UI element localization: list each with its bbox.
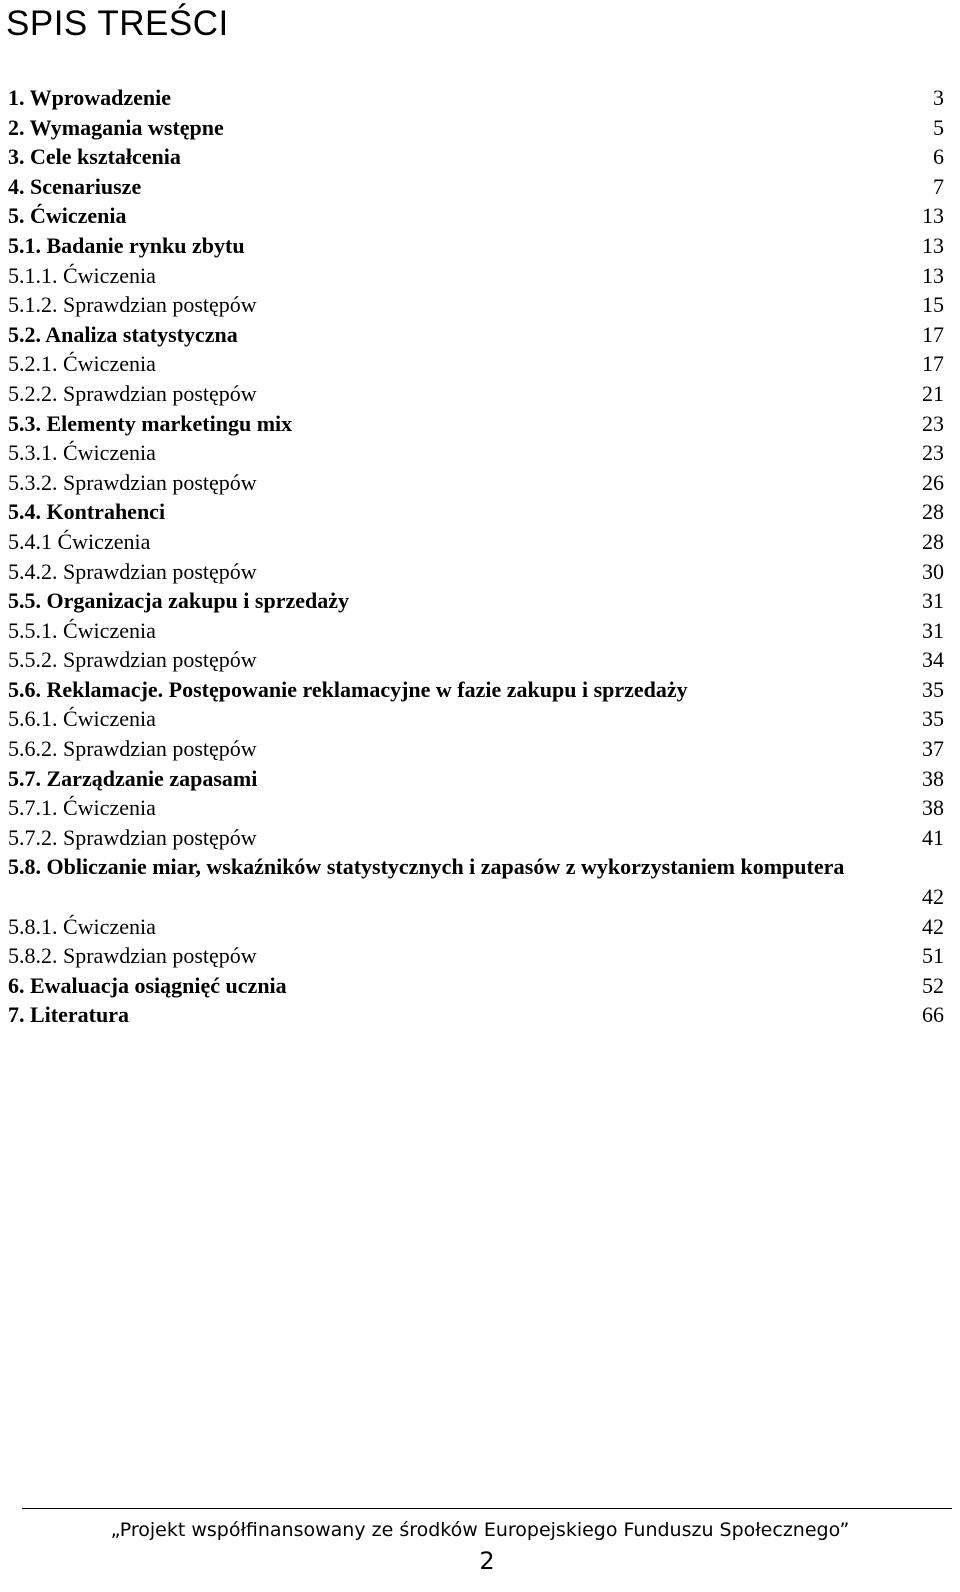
toc-entry-page: 21 <box>922 380 944 406</box>
toc-entry[interactable] <box>0 527 960 557</box>
page-number: 2 <box>479 1547 495 1575</box>
toc-entry[interactable] <box>0 201 960 231</box>
toc-entry-label: 5.6.1. Ćwiczenia <box>8 706 156 732</box>
toc-entry-label: 5.1.1. Ćwiczenia <box>8 262 156 288</box>
toc-entry-page: 38 <box>922 765 944 791</box>
toc-entry-label: 5.8. Obliczanie miar, wskaźników statystycznych i zapasów z wykorzystaniem komputera <box>8 854 845 880</box>
toc-entry-label: 5.2. Analiza statystyczna <box>8 321 238 347</box>
toc-entry[interactable] <box>0 645 960 675</box>
toc-entry-label: 5.4.2. Sprawdzian postępów <box>8 558 257 584</box>
toc-entry[interactable] <box>0 172 960 202</box>
toc-entry-page: 34 <box>922 647 944 673</box>
footer-text: „Projekt współfinansowany ze środków Europejskiego Funduszu Społecznego” <box>110 1519 850 1541</box>
toc-entry-page: 42 <box>922 913 944 939</box>
toc-entry-page: 5 <box>933 114 944 140</box>
toc-entry-label: 5.5. Organizacja zakupu i sprzedaży <box>8 588 349 614</box>
toc-entry-label: 5.7. Zarządzanie zapasami <box>8 765 258 791</box>
toc-entry[interactable] <box>0 261 960 291</box>
toc-entry[interactable] <box>0 734 960 764</box>
toc-entry-label: 5.2.2. Sprawdzian postępów <box>8 380 257 406</box>
toc-entry-page: 23 <box>922 440 944 466</box>
toc-entry-page: 6 <box>933 144 944 170</box>
toc-entry[interactable] <box>0 704 960 734</box>
toc-entry[interactable] <box>0 557 960 587</box>
toc-entry-label: 3. Cele kształcenia <box>8 144 181 170</box>
toc-entry-page: 17 <box>922 321 944 347</box>
toc-entry-label: 5.3.1. Ćwiczenia <box>8 440 156 466</box>
toc-entry[interactable] <box>0 409 960 439</box>
toc-entry-label: 5.5.1. Ćwiczenia <box>8 617 156 643</box>
toc-entry-page: 17 <box>922 351 944 377</box>
toc-entry[interactable] <box>0 971 960 1001</box>
toc-entry-page: 13 <box>922 203 944 229</box>
toc-entry-label: 5.3.2. Sprawdzian postępów <box>8 469 257 495</box>
toc-entry-label: 5.8.2. Sprawdzian postępów <box>8 943 257 969</box>
toc-entry-page: 31 <box>922 617 944 643</box>
toc-entry-page: 35 <box>922 676 944 702</box>
toc-entry[interactable] <box>0 675 960 705</box>
toc-entry-page: 37 <box>922 736 944 762</box>
toc-entry[interactable] <box>0 231 960 261</box>
toc-entry-label: 5.1. Badanie rynku zbytu <box>8 232 245 258</box>
toc-entry-label: 5.8.1. Ćwiczenia <box>8 913 156 939</box>
toc-entry[interactable] <box>0 616 960 646</box>
toc-entry[interactable] <box>0 586 960 616</box>
page-title: SPIS TREŚCI <box>6 4 229 43</box>
table-of-contents <box>0 83 960 1030</box>
toc-entry[interactable] <box>0 142 960 172</box>
toc-entry[interactable] <box>0 113 960 143</box>
toc-entry[interactable] <box>0 290 960 320</box>
toc-entry-page: 41 <box>922 824 944 850</box>
toc-entry-page: 35 <box>922 706 944 732</box>
toc-entry-page: 51 <box>922 943 944 969</box>
toc-entry[interactable] <box>0 438 960 468</box>
toc-entry[interactable] <box>0 793 960 823</box>
toc-entry-page: 30 <box>922 558 944 584</box>
toc-entry[interactable] <box>0 764 960 794</box>
toc-entry-label: 5.5.2. Sprawdzian postępów <box>8 647 257 673</box>
toc-entry-page: 28 <box>922 499 944 525</box>
toc-entry-page: 15 <box>922 292 944 318</box>
toc-entry-page: 23 <box>922 410 944 436</box>
toc-entry[interactable] <box>0 320 960 350</box>
toc-entry-page: 31 <box>922 588 944 614</box>
toc-entry-page: 42 <box>922 884 944 910</box>
toc-entry-label: 5.3. Elementy marketingu mix <box>8 410 293 436</box>
toc-entry[interactable] <box>0 912 960 942</box>
toc-entry-page: 66 <box>922 1002 944 1028</box>
toc-entry-label: 5.6. Reklamacje. Postępowanie reklamacyjne w fazie zakupu i sprzedaży <box>8 676 688 702</box>
toc-entry-label: 1. Wprowadzenie <box>8 85 171 110</box>
toc-entry-label: 6. Ewaluacja osiągnięć ucznia <box>8 972 287 998</box>
toc-entry[interactable] <box>0 83 960 113</box>
toc-entry-page: 7 <box>933 173 944 199</box>
toc-entry[interactable] <box>0 468 960 498</box>
toc-entry-label: 5. Ćwiczenia <box>8 203 127 229</box>
toc-entry-page: 26 <box>922 469 944 495</box>
toc-entry-page: 13 <box>922 262 944 288</box>
toc-entry-label: 5.7.2. Sprawdzian postępów <box>8 824 257 850</box>
toc-entry-label: 5.4. Kontrahenci <box>8 499 166 525</box>
toc-entry-page: 3 <box>933 85 944 110</box>
toc-entry[interactable] <box>0 497 960 527</box>
toc-entry-label: 4. Scenariusze <box>8 173 142 199</box>
toc-entry-label: 5.6.2. Sprawdzian postępów <box>8 736 257 762</box>
toc-entry-page: 13 <box>922 232 944 258</box>
toc-entry-label: 5.4.1 Ćwiczenia <box>8 528 151 554</box>
toc-entry-label: 2. Wymagania wstępne <box>8 114 224 140</box>
toc-entry-label: 5.1.2. Sprawdzian postępów <box>8 292 257 318</box>
toc-entry[interactable] <box>0 379 960 409</box>
toc-entry-label: 5.7.1. Ćwiczenia <box>8 795 156 821</box>
toc-entry[interactable] <box>0 349 960 379</box>
toc-entry[interactable] <box>0 941 960 971</box>
footer-divider <box>22 1508 952 1509</box>
toc-entry-label: 5.2.1. Ćwiczenia <box>8 351 156 377</box>
toc-entry-page: 28 <box>922 528 944 554</box>
toc-entry-label: 7. Literatura <box>8 1002 129 1028</box>
toc-entry-page: 38 <box>922 795 944 821</box>
toc-entry[interactable] <box>0 852 960 911</box>
toc-entry[interactable] <box>0 1000 960 1030</box>
toc-entry-page: 52 <box>922 972 944 998</box>
toc-entry[interactable] <box>0 823 960 853</box>
